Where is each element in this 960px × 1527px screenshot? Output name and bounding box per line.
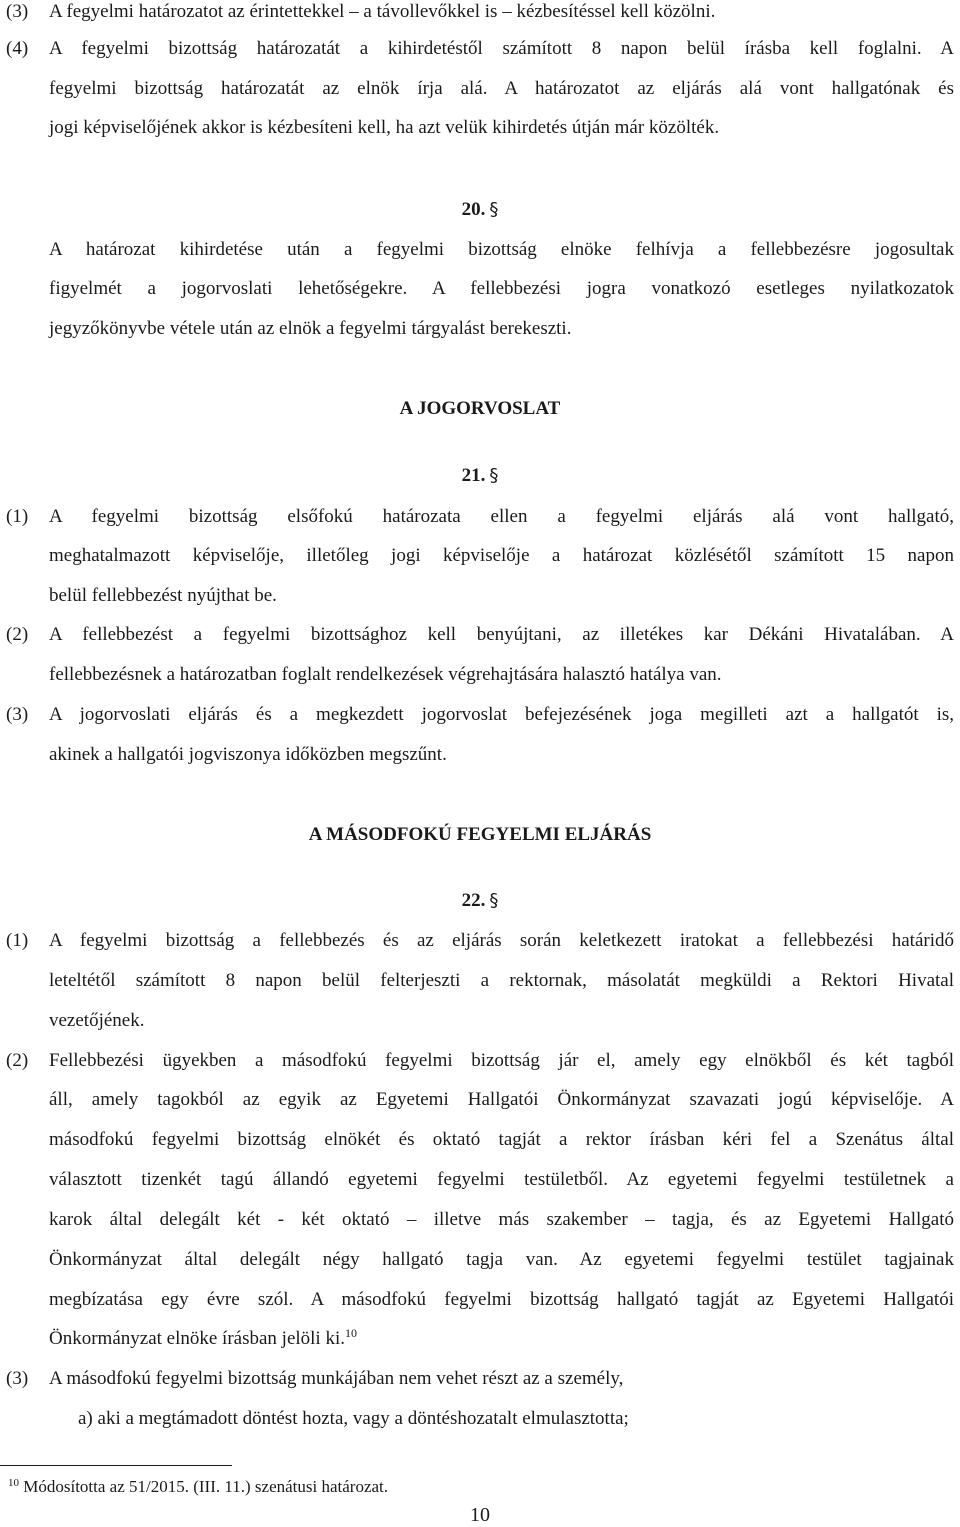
paragraph-label: (2) xyxy=(6,624,29,645)
paragraph-text: leteltétől számított 8 napon belül felterjeszti a rektornak, másolatát megküldi a Rektori Hivatal xyxy=(49,970,954,991)
section-number: 20. xyxy=(461,199,486,220)
paragraph-label: (3) xyxy=(6,704,29,725)
paragraph-text: A fegyelmi határozatot az érintettekkel – a távollevőkkel is – kézbesítéssel kell közölni. xyxy=(49,1,716,22)
section-21-heading xyxy=(0,464,960,488)
paragraph-text: jegyzőkönyvbe vétele után az elnök a fegyelmi tárgyalást berekeszti. xyxy=(49,318,572,339)
footnote xyxy=(8,1477,388,1499)
paragraph-text: A fegyelmi bizottság a fellebbezés és az eljárás során keletkezett iratokat a fellebbezési határidő xyxy=(49,930,954,951)
paragraph-label: (4) xyxy=(6,38,29,59)
paragraph-label: (2) xyxy=(6,1050,29,1071)
paragraph-text: Önkormányzat által delegált négy hallgató tagja van. Az egyetemi fegyelmi testület tagjainak xyxy=(49,1249,954,1270)
paragraph-text-wrapper xyxy=(49,1327,954,1352)
paragraph-label: (1) xyxy=(6,506,29,527)
paragraph-text: A fegyelmi bizottság határozatát a kihirdetéstől számított 8 napon belül írásba kell foglalni. A xyxy=(49,38,954,59)
paragraph-text: jogi képviselőjének akkor is kézbesíteni kell, ha azt velük kihirdetés útján már közölték. xyxy=(49,117,720,138)
section-symbol: § xyxy=(489,465,499,486)
list-item-text: a) aki a megtámadott döntést hozta, vagy a döntéshozatalt elmulasztotta; xyxy=(78,1408,629,1429)
paragraph-text: meghatalmazott képviselője, illetőleg jogi képviselője a határozat közlésétől számított 15 napon xyxy=(49,545,954,566)
paragraph-text: A fellebbezést a fegyelmi bizottsághoz kell benyújtani, az illetékes kar Dékáni Hivatalában. A xyxy=(49,624,954,645)
paragraph-text: másodfokú fegyelmi bizottság elnökét és oktató tagját a rektor írásban kéri fel a Szenátus által xyxy=(49,1129,954,1150)
footnote-number: 10 xyxy=(8,1477,19,1489)
paragraph-text: fellebbezésnek a határozatban foglalt rendelkezések végrehajtására halasztó hatálya van. xyxy=(49,664,722,685)
heading-jogorvoslat: A JOGORVOSLAT xyxy=(399,398,561,419)
section-symbol: § xyxy=(489,199,499,220)
paragraph-text: megbízatása egy évre szól. A másodfokú fegyelmi bizottság hallgató tagját az Egyetemi Hallgatói xyxy=(49,1289,954,1310)
paragraph-text: figyelmét a jogorvoslati lehetőségekre. A fellebbezési jogra vonatkozó esetleges nyilatkozatok xyxy=(49,278,954,299)
footnote-reference[interactable]: 10 xyxy=(345,1326,357,1340)
paragraph-text: áll, amely tagokból az egyik az Egyetemi Hallgatói Önkormányzat szavazati jogú képviselője. A xyxy=(49,1089,954,1110)
paragraph-text: A jogorvoslati eljárás és a megkezdett jogorvoslat befejezésének joga megilleti azt a hallgatót is, xyxy=(49,704,954,725)
page-number: 10 xyxy=(470,1504,490,1526)
paragraph-text: vezetőjének. xyxy=(49,1010,145,1031)
paragraph-label: (1) xyxy=(6,930,29,951)
paragraph-text: Önkormányzat elnöke írásban jelöli ki. xyxy=(49,1328,345,1349)
section-20-heading xyxy=(0,198,960,222)
section-22-heading xyxy=(0,889,960,913)
paragraph-label: (3) xyxy=(6,1368,29,1389)
paragraph-text: karok által delegált két - két oktató – illetve más szakember – tagja, és az Egyetemi Hallgató xyxy=(49,1209,954,1230)
paragraph-text: akinek a hallgatói jogviszonya időközben megszűnt. xyxy=(49,744,447,765)
paragraph-label: (3) xyxy=(6,1,29,22)
paragraph-text: A fegyelmi bizottság elsőfokú határozata ellen a fegyelmi eljárás alá vont hallgató, xyxy=(49,506,954,527)
paragraph-text: fegyelmi bizottság határozatát az elnök írja alá. A határozatot az eljárás alá vont hallgatónak és xyxy=(49,78,954,99)
paragraph-text: belül fellebbezést nyújthat be. xyxy=(49,585,277,606)
section-symbol: § xyxy=(489,890,499,911)
section-number: 22. xyxy=(461,890,486,911)
paragraph-text: Fellebbezési ügyekben a másodfokú fegyelmi bizottság jár el, amely egy elnökből és két tagból xyxy=(49,1050,954,1071)
section-number: 21. xyxy=(461,465,486,486)
footnote-separator xyxy=(0,1465,232,1466)
paragraph-text: választott tizenkét tagú állandó egyetemi fegyelmi testületből. Az egyetemi fegyelmi testületnek a xyxy=(49,1169,954,1190)
footnote-text: Módosította az 51/2015. (III. 11.) szenátusi határozat. xyxy=(23,1477,389,1496)
heading-masodfoku-fegyelmi-eljaras: A MÁSODFOKÚ FEGYELMI ELJÁRÁS xyxy=(308,824,652,845)
paragraph-text: A határozat kihirdetése után a fegyelmi bizottság elnöke felhívja a fellebbezésre jogosultak xyxy=(49,239,954,260)
paragraph-text: A másodfokú fegyelmi bizottság munkájában nem vehet részt az a személy, xyxy=(49,1368,624,1389)
